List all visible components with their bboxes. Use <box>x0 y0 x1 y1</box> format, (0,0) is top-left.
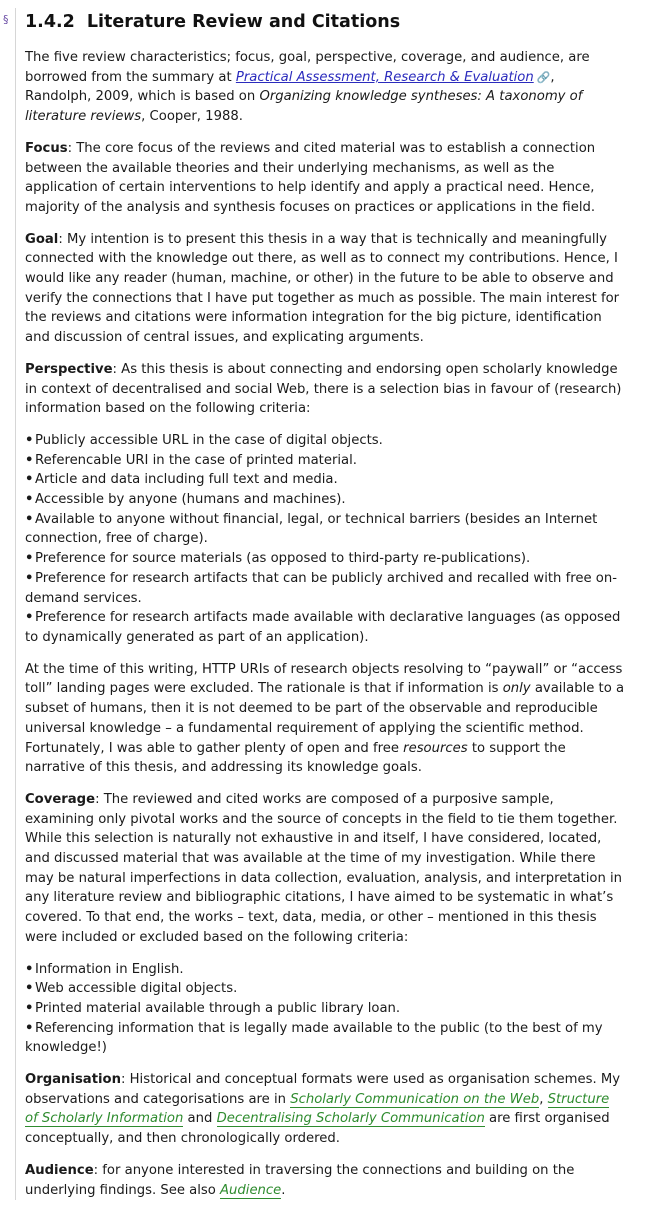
coverage-label: Coverage <box>25 791 96 807</box>
organisation-text-1: : Historical and conceptual formats were used as organisation schemes. My observations and categorisations are in <box>25 1072 621 1107</box>
list-item-text: Web accessible digital objects. <box>35 981 238 997</box>
coverage-criteria-list <box>25 960 625 1059</box>
list-item <box>25 470 625 490</box>
list-item <box>25 999 625 1019</box>
perspective-text: : As this thesis is about connecting and endorsing open scholarly knowledge in context of decentralised and social Web, there is a selection bias in favour of (research) information based on the following criteria: <box>25 361 622 417</box>
section-margin-line <box>15 8 16 1200</box>
list-item-text: Referencable URI in the case of printed material. <box>35 452 357 468</box>
separator-text: , <box>539 1091 548 1107</box>
book-title: Organizing knowledge syntheses: A taxonomy of literature reviews <box>25 89 583 125</box>
pare-external-link[interactable]: Practical Assessment, Research & Evaluation <box>235 69 534 85</box>
list-item <box>25 608 625 647</box>
list-item-text: Printed material available through a public library loan. <box>35 1000 401 1016</box>
goal-label: Goal <box>25 231 59 247</box>
list-item <box>25 569 625 608</box>
bullet-icon: • <box>25 570 34 586</box>
focus-label: Focus <box>25 140 68 156</box>
external-link-icon: 🔗 <box>536 70 551 84</box>
audience-paragraph <box>25 1161 625 1200</box>
bullet-icon: • <box>25 981 34 997</box>
bullet-icon: • <box>25 472 34 488</box>
organisation-text-2: are first organised conceptually, and then chronologically ordered. <box>25 1111 610 1147</box>
intro-paragraph <box>25 48 625 127</box>
perspective-criteria-list <box>25 431 625 648</box>
emphasis-resources: resources <box>403 740 468 756</box>
decentralising-scholarly-communication-link[interactable]: Decentralising Scholarly Communication <box>216 1111 485 1127</box>
list-item <box>25 960 625 980</box>
section-number: 1.4.2 <box>25 12 75 32</box>
list-item-text: Information in English. <box>35 961 184 977</box>
list-item-text: Referencing information that is legally made available to the public (to the best of my knowledge!) <box>25 1020 603 1056</box>
list-item <box>25 549 625 569</box>
list-item <box>25 490 625 510</box>
bullet-icon: • <box>25 432 34 448</box>
paywall-paragraph <box>25 660 625 778</box>
list-item <box>25 1019 625 1058</box>
bullet-icon: • <box>25 452 34 468</box>
section-content <box>25 10 625 1212</box>
perspective-paragraph <box>25 360 625 419</box>
coverage-paragraph <box>25 790 625 948</box>
paywall-text-1: At the time of this writing, HTTP URIs of research objects resolving to “paywall” or “access toll” landing pages were excluded. The rationale is that if information is <box>25 661 623 697</box>
list-item-text: Preference for source materials (as opposed to third-party re-publications). <box>35 551 531 567</box>
audience-text-2: . <box>281 1182 286 1198</box>
emphasis-only: only <box>502 681 531 697</box>
goal-text: : My intention is to present this thesis in a way that is technically and meaningfully connected with the knowledge out there, as well as to connect my contributions. Hence, I would like any reader (human, machine, or other) in the future to be able to observe and verify the connections that I have put together as much as possible. The main interest for the reviews and citations were information integration for the big picture, identification and discussion of central issues, and explicating arguments. <box>25 231 620 346</box>
intro-text-1: The five review characteristics; focus, goal, perspective, coverage, and audience, are borrowed from the summary at <box>25 50 590 85</box>
focus-text: : The core focus of the reviews and cited material was to establish a connection between the available theories and their underlying mechanisms, as well as the application of certain interventions to help identify and apply a practical need. Hence, majority of the analysis and synthesis focuses on practices or applications in the field. <box>25 140 596 215</box>
list-item <box>25 431 625 451</box>
list-item-text: Available to anyone without financial, legal, or technical barriers (besides an Internet connection, free of charge). <box>25 511 598 547</box>
bullet-icon: • <box>25 492 34 508</box>
list-item <box>25 979 625 999</box>
paywall-text-3: to support the narrative of this thesis, and addressing its knowledge goals. <box>25 740 566 776</box>
paywall-text-2: available to a subset of humans, then it is not deemed to be part of the observable and reproducible universal knowledge – a fundamental requirement of applying the scientific method. Fortunately, I was able to gather plenty of open and free <box>25 681 625 756</box>
organisation-label: Organisation <box>25 1072 121 1088</box>
bullet-icon: • <box>25 610 34 626</box>
list-item-text: Accessible by anyone (humans and machines). <box>35 492 346 508</box>
bullet-icon: • <box>25 551 34 567</box>
intro-text-2: , Randolph, 2009, which is based on <box>25 69 555 105</box>
audience-text-1: : for anyone interested in traversing the connections and building on the underlying findings. See also <box>25 1162 575 1198</box>
list-item-text: Preference for research artifacts made available with declarative languages (as opposed to dynamically generated as part of an application). <box>25 610 621 645</box>
separator-text: and <box>183 1111 217 1127</box>
audience-label: Audience <box>25 1162 94 1178</box>
list-item-text: Publicly accessible URL in the case of digital objects. <box>35 432 383 448</box>
intro-text-3: , Cooper, 1988. <box>141 109 243 125</box>
list-item-text: Article and data including full text and media. <box>35 472 338 488</box>
organisation-paragraph <box>25 1070 625 1149</box>
bullet-icon: • <box>25 1000 34 1016</box>
section-anchor-icon[interactable]: § <box>3 13 9 26</box>
perspective-label: Perspective <box>25 361 113 377</box>
bullet-icon: • <box>25 511 34 527</box>
structure-of-scholarly-information-link[interactable]: Structure of Scholarly Information <box>25 1091 610 1127</box>
audience-link[interactable]: Audience <box>220 1182 282 1198</box>
coverage-text: : The reviewed and cited works are composed of a purposive sample, examining only pivotal works and the source of concepts in the field to tie them together. While this selection is naturally not exhaustive in and itself, I have considered, located, and discussed material that was available at the time of my investigation. While there may be natural imperfections in data collection, evaluation, analysis, and interpretation in any literature review and bibliographic citations, I have aimed to be systematic in what’s covered. To that end, the works – text, data, media, or other – mentioned in this thesis were included or excluded based on the following criteria: <box>25 791 623 945</box>
list-item <box>25 451 625 471</box>
list-item <box>25 510 625 549</box>
bullet-icon: • <box>25 1020 34 1036</box>
bullet-icon: • <box>25 961 34 977</box>
section-title: Literature Review and Citations <box>86 12 401 32</box>
section-heading <box>25 10 625 34</box>
goal-paragraph <box>25 230 625 348</box>
scholarly-communication-link[interactable]: Scholarly Communication on the Web <box>290 1091 540 1107</box>
focus-paragraph <box>25 139 625 218</box>
list-item-text: Preference for research artifacts that can be publicly archived and recalled with free on-demand services. <box>25 570 617 606</box>
